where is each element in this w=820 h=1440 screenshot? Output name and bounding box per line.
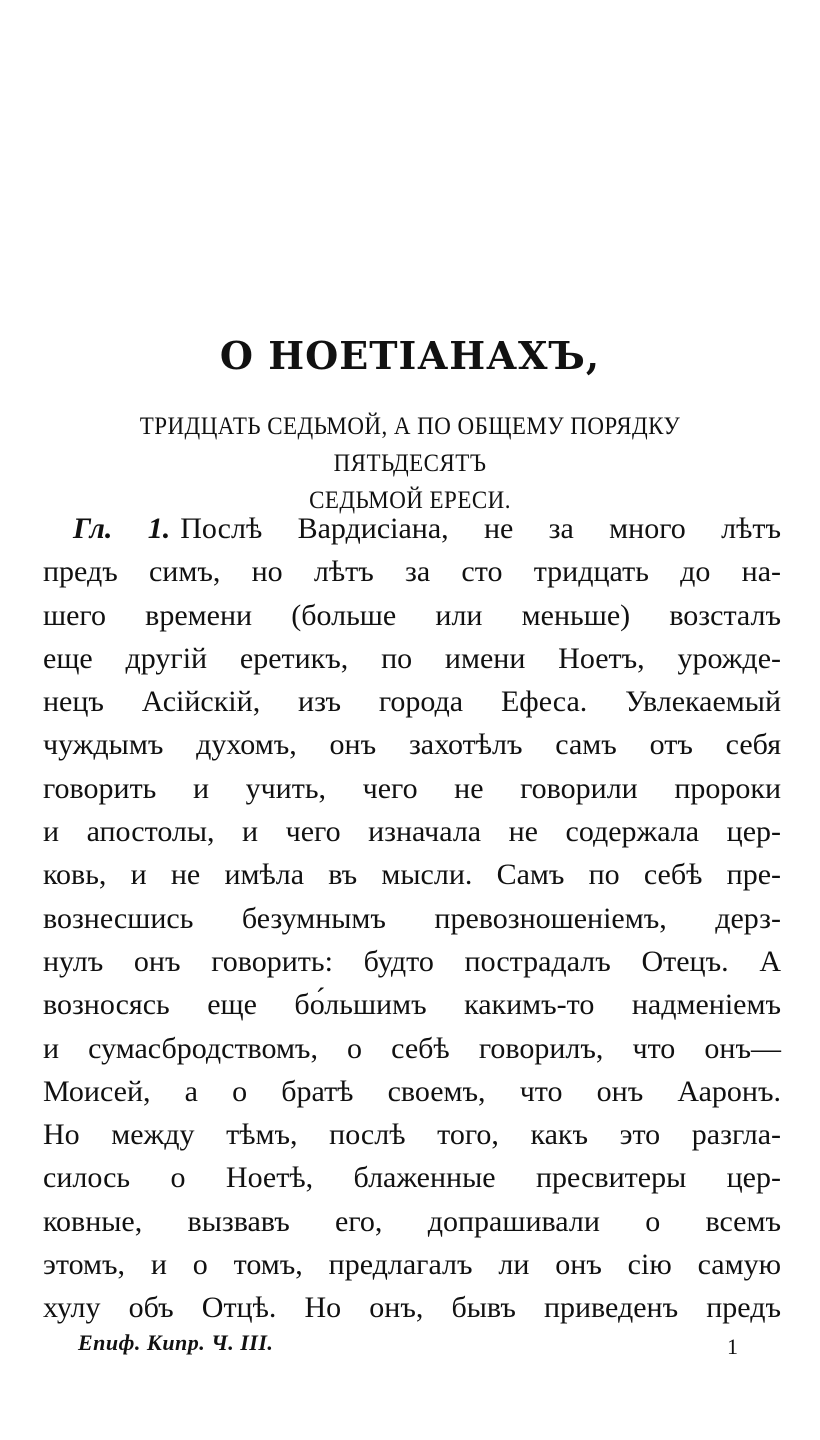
text-line: возносясь еще бо́льшимъ какимъ-то надменіемъ — [43, 988, 781, 1022]
text-line-content: Послѣ Вардисіана, не за много лѣтъ — [180, 512, 781, 545]
chapter-label: Гл. 1. — [73, 512, 171, 545]
text-line: нулъ онъ говорить: будто пострадалъ Отецъ. А — [43, 944, 781, 978]
text-line — [43, 507, 781, 550]
page-subtitle — [34, 408, 786, 519]
subtitle-line-1: ТРИДЦАТЬ СЕДЬМОЙ, А ПО ОБЩЕМУ ПОРЯДКУ ПЯТЬДЕСЯТЪ — [139, 413, 681, 477]
text-line: и сумасбродствомъ, о себѣ говорилъ, что онъ— — [43, 1031, 781, 1065]
text-line: еще другій еретикъ, по имени Ноетъ, урожде- — [43, 641, 781, 675]
text-line: этомъ, и о томъ, предлагалъ ли онъ сію самую — [43, 1248, 781, 1282]
text-line: силось о Ноетѣ, блаженные пресвитеры цер- — [43, 1161, 781, 1195]
page-footer — [78, 1328, 758, 1358]
text-line: говорить и учить, чего не говорили пророки — [43, 771, 781, 805]
text-line: чуждымъ духомъ, онъ захотѣлъ самъ отъ себя — [43, 728, 781, 762]
text-line: и апостолы, и чего изначала не содержала цер- — [43, 815, 781, 849]
footer-signature: Епиф. Кипр. Ч. III. — [78, 1330, 274, 1355]
text-line: шего времени (больше или меньше) возсталъ — [43, 598, 781, 632]
text-line: вознесшись безумнымъ превозношеніемъ, дерз- — [43, 901, 781, 935]
text-line: предъ симъ, но лѣтъ за сто тридцать до на- — [43, 555, 781, 589]
subtitle-line-2: СЕДЬМОЙ ЕРЕСИ. — [309, 487, 511, 514]
text-line: ковные, вызвавъ его, допрашивали о всемъ — [43, 1204, 781, 1238]
text-line: ковь, и не имѣла въ мысли. Самъ по себѣ пре- — [43, 858, 781, 892]
text-line: Но между тѣмъ, послѣ того, какъ это разгла- — [43, 1118, 781, 1152]
text-line: Моисей, а о братѣ своемъ, что онъ Ааронъ. — [43, 1074, 781, 1108]
page-title: О НОЕТІАНАХЪ, — [219, 333, 601, 378]
body-paragraph — [43, 507, 781, 1330]
page-number: 1 — [727, 1334, 738, 1359]
text-line: хулу объ Отцѣ. Но онъ, бывъ приведенъ предъ — [43, 1291, 781, 1325]
text-line: нецъ Асійскій, изъ города Ефеса. Увлекаемый — [43, 685, 781, 719]
